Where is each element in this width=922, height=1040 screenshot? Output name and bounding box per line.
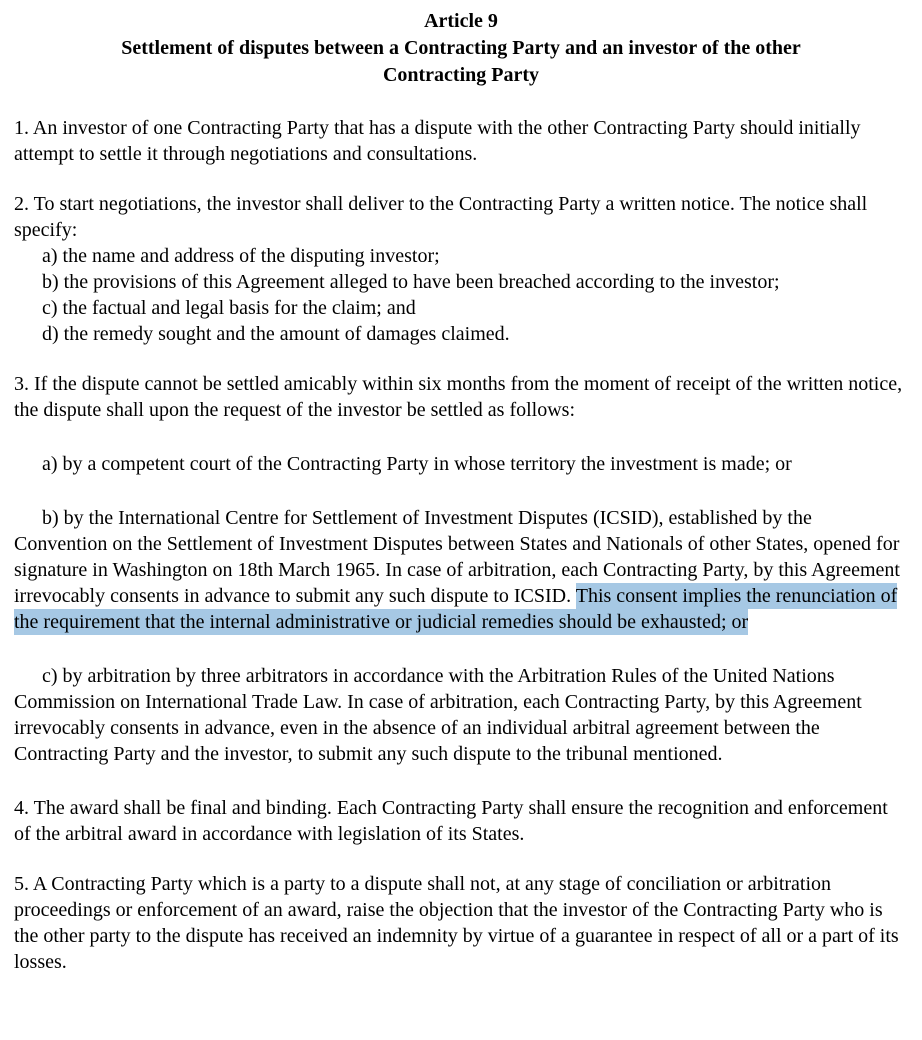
paragraph-2 <box>14 191 908 347</box>
paragraph-2-item-a: a) the name and address of the disputing investor; <box>42 245 440 267</box>
text-selection-highlight: This consent implies the renunciation of the requirement that the internal administrative or judicial remedies should be exhausted; or <box>14 585 898 633</box>
paragraph-2-item-c: c) the factual and legal basis for the claim; and <box>42 297 416 319</box>
paragraph-5: 5. A Contracting Party which is a party to a dispute shall not, at any stage of conciliation or arbitration proceedings or enforcement of an award, raise the objection that the investor of the Contracting Party who is the other party to the dispute has received an indemnity by virtue of a guarantee in respect of all or a part of its losses. <box>14 873 899 973</box>
paragraph-3-item-b <box>14 505 908 635</box>
paragraph-3: 3. If the dispute cannot be settled amicably within six months from the moment of receipt of the written notice, the dispute shall upon the request of the investor be settled as follows: <box>14 373 903 421</box>
paragraph-3-item-c: c) by arbitration by three arbitrators in accordance with the Arbitration Rules of the United Nations Commission on International Trade Law. In case of arbitration, each Contracting Party, by this Agreement irrevocably consents in advance, even in the absence of an individual arbitral agreement between the Contracting Party and the investor, to submit any such dispute to the tribunal mentioned. <box>14 665 862 765</box>
paragraph-4: 4. The award shall be final and binding. Each Contracting Party shall ensure the recognition and enforcement of the arbitral award in accordance with legislation of its States. <box>14 797 888 845</box>
paragraph-2-intro: 2. To start negotiations, the investor shall deliver to the Contracting Party a written notice. The notice shall specify: <box>14 193 868 241</box>
article-number: Article 9 <box>424 10 498 32</box>
article-heading <box>14 8 908 89</box>
paragraph-1: 1. An investor of one Contracting Party that has a dispute with the other Contracting Party should initially attempt to settle it through negotiations and consultations. <box>14 117 861 165</box>
paragraph-2-item-b: b) the provisions of this Agreement alleged to have been breached according to the investor; <box>42 271 780 293</box>
paragraph-3-item-a: a) by a competent court of the Contracting Party in whose territory the investment is made; or <box>42 453 792 475</box>
article-title-line-2: Contracting Party <box>382 64 540 86</box>
paragraph-2-item-d: d) the remedy sought and the amount of damages claimed. <box>42 323 510 345</box>
paragraph-3-item-b-text: b) by the International Centre for Settlement of Investment Disputes (ICSID), established by the Convention on the Settlement of Investment Disputes between States and Nationals of other States, opened for signature in Washington on 18th March 1965. In case of arbitration, each Contracting Party, by this Agreement irrevocably consents in advance to submit any such dispute to ICSID. <box>14 507 900 607</box>
article-title-line-1: Settlement of disputes between a Contracting Party and an investor of the other <box>121 37 801 59</box>
